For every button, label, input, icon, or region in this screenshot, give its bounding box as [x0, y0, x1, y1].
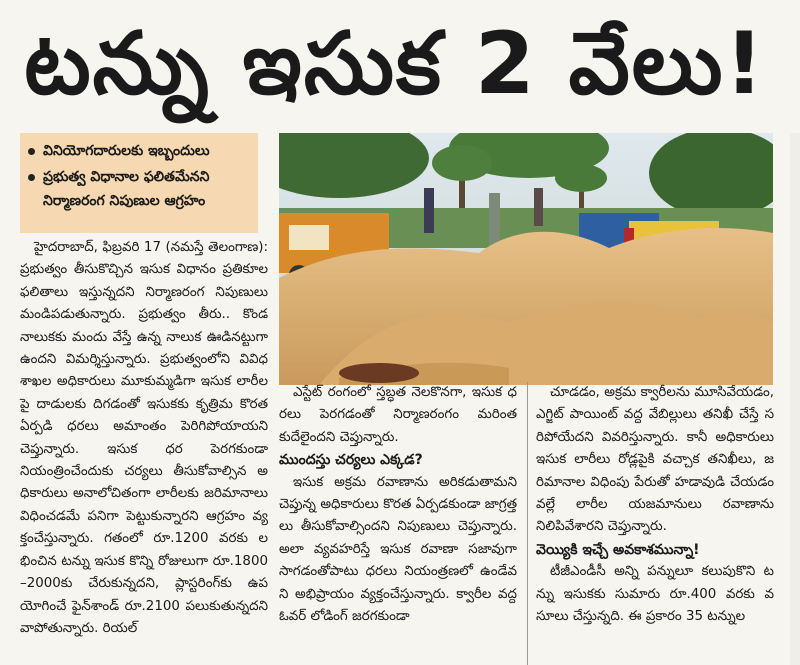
- highlight-text: ప్రభుత్వ విధానాల ఫలితమేనని నిర్మాణరంగ నిపుణుల ఆగ్రహం: [43, 169, 210, 209]
- paragraph: టీజీఎండీసీ అన్ని పన్నులూ కలుపుకొని టన్ను ఇసుకకు సుమారు రూ.400 వరకు వసూలు చేస్తున్నది. ఈ ప్రకారం 35 టన్నుల: [536, 564, 774, 625]
- highlight-item: [26, 165, 252, 213]
- article-column-2: [279, 382, 517, 665]
- highlights-box: [20, 133, 258, 233]
- paragraph: చూడడం, అక్రమ క్వారీలను మూసివేయడం, ఎగ్జిట్ పాయింట్ వద్ద వేబిల్లులు తనిఖీ చేస్తే సరిపోయేదని వివరిస్తున్నారు. కానీ అధికారులు ఇసుక లారీలు రోడ్లపైకి వచ్చాక తనిఖీలు, జరిమానాల విధింపు పేరుతో హడావుడి చేయడం వల్లే లారీల యజమానులు రవాణాను నిలిపివేశారని చెప్తున్నారు.: [536, 385, 774, 535]
- paragraph: ఎస్టేట్ రంగంలో స్తబ్ధత నెలకొనగా, ఇసుక ధరలు పెరగడంతో నిర్మాణరంగం మరింత కుదేలైందని చెప్తున్నారు.: [279, 385, 517, 445]
- bullet-icon: [28, 174, 35, 181]
- paragraph: ఇసుక అక్రమ రవాణాను అరికడుతామని చెప్తున్న అధికారులు కొరత ఏర్పడకుండా జాగ్రత్తలు తీసుకోవాల్సిందని నిపుణులు చెప్తున్నారు. అలా వ్యవహరిస్తే ఇసుక రవాణా సజావుగా సాగడంతోపాటు ధరలు నియంత్రణలో ఉండేవని అభిప్రాయం వ్యక్తంచేస్తున్నారు. క్వారీల వద్ద ఓవర్ లోడింగ్ జరగకుండా: [279, 474, 517, 625]
- paragraph: హైదరాబాద్, ఫిబ్రవరి 17 (నమస్తే తెలంగాణ): ప్రభుత్వం తీసుకొచ్చిన ఇసుక విధానం ప్రతికూల ఫలితాలు ఇస్తున్నదని నిర్మాణరంగ నిపుణులు మండిపడుతున్నారు. ప్రభుత్వం తీరు.. కొండ నాలుకకు మందు వేస్తే ఉన్న నాలుక ఊడినట్టుగా ఉందని విమర్శిస్తున్నారు. ప్రభుత్వంలోని వివిధ శాఖల అధికారులు మూకుమ్మడిగా ఇసుక లారీలపై దాడులకు దిగడంతో ఇసుకకు కృత్రిమ కొరత ఏర్పడి ధరలు అమాంతం పెరిగిపోయాయని చెప్తున్నారు. ఇసుక ధర పెరగకుండా నియంత్రించేందుకు చర్యలు తీసుకోవాల్సిన అధికారులు అనాలోచితంగా లారీలకు జరిమానాలు విధించడమే పనిగా పెట్టుకున్నారని ఆగ్రహం వ్యక్తంచేస్తున్నారు. గతంలో రూ.1200 వరకు లభించిన టన్ను ఇసుక కొన్ని రోజులుగా రూ.1800–2000కు చేరుకున్నదని, ప్లాస్టరింగ్‌కు ఉపయోగించే ఫైన్‌శాండ్ రూ.2100 పలుకుతున్నదని వాపోతున్నారు. రియల్: [20, 240, 268, 636]
- bullet-icon: [28, 148, 35, 155]
- article-column-1: [20, 237, 268, 665]
- adjacent-column-edge: [790, 133, 800, 665]
- highlight-item: [26, 139, 252, 163]
- subheading: వెయ్యికి ఇచ్చే అవకాశమున్నా!: [536, 541, 700, 558]
- sand-heap-photo: [279, 133, 773, 385]
- column-divider: [527, 382, 528, 665]
- highlight-text: వినియోగదారులకు ఇబ్బందులు: [43, 143, 210, 159]
- headline: టన్ను ఇసుక 2 వేలు!: [24, 14, 766, 114]
- subheading: ముందస్తు చర్యలు ఎక్కడ?: [279, 452, 423, 469]
- article-column-3: [536, 382, 774, 665]
